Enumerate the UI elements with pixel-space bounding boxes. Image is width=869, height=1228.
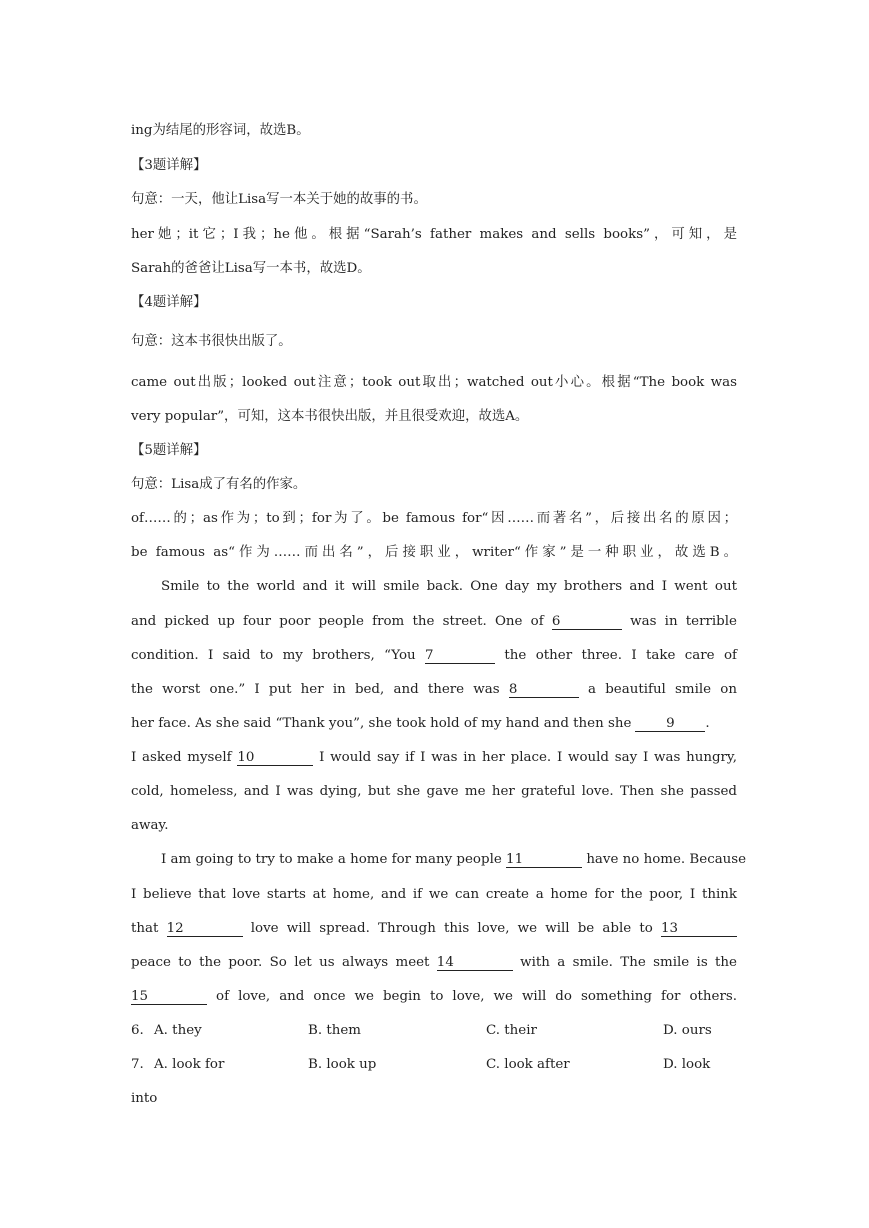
passage-text: of love, and once we begin to love, we will do something for others. bbox=[216, 989, 737, 1004]
passage-text: with a smile. The smile is the bbox=[520, 955, 737, 970]
passage-line bbox=[131, 954, 737, 972]
blank-8: 8 bbox=[509, 682, 579, 698]
q3-heading: 【3题详解】 bbox=[131, 158, 207, 173]
option-6d: D. ours bbox=[663, 1023, 712, 1038]
option-6a: A. they bbox=[154, 1023, 202, 1038]
passage-line: I believe that love starts at home, and if we can create a home for the poor, I think bbox=[131, 887, 737, 902]
q3-analysis-line: Sarah的爸爸让Lisa写一本书，故选D。 bbox=[131, 261, 371, 276]
q4-meaning: 句意：这本书很快出版了。 bbox=[131, 334, 292, 349]
passage-text: peace to the poor. So let us always meet bbox=[131, 955, 430, 970]
passage-text: a beautiful smile on bbox=[588, 682, 737, 697]
passage-line: away. bbox=[131, 818, 169, 833]
passage-text: her face. As she said “Thank you”, she took hold of my hand and then she bbox=[131, 716, 632, 731]
blank-6: 6 bbox=[552, 614, 622, 630]
passage-text: that bbox=[131, 921, 159, 936]
option-6c: C. their bbox=[486, 1023, 537, 1038]
passage-text: love will spread. Through this love, we will be able to bbox=[250, 921, 653, 936]
q4-analysis-line: came out出版；looked out注意；took out取出；watched out小心。根据“The book was bbox=[131, 375, 737, 390]
passage-line bbox=[131, 647, 737, 665]
q5-analysis-line: of……的；as作为；to到；for为了。be famous for“因……而著名”，后接出名的原因； bbox=[131, 511, 737, 526]
passage-line bbox=[131, 749, 737, 767]
passage-line bbox=[161, 851, 747, 869]
q5-analysis-line: be famous as“作为……而出名”，后接职业，writer“作家”是一种职业，故选B。 bbox=[131, 545, 737, 560]
question-6-number: 6. bbox=[131, 1023, 144, 1038]
explanation-line: ing为结尾的形容词，故选B。 bbox=[131, 123, 310, 138]
q3-analysis-line: her她；it它；I我；he他。根据“Sarah’s father makes and sells books”，可知，是 bbox=[131, 227, 737, 242]
passage-line bbox=[131, 988, 737, 1006]
option-7d-wrap: into bbox=[131, 1091, 158, 1106]
q4-analysis-line: very popular”，可知，这本书很快出版，并且很受欢迎，故选A。 bbox=[131, 409, 529, 424]
passage-text: condition. I said to my brothers, “You bbox=[131, 648, 416, 663]
passage-line bbox=[131, 613, 737, 631]
blank-15: 15 bbox=[131, 989, 207, 1005]
q3-meaning: 句意：一天，他让Lisa写一本关于她的故事的书。 bbox=[131, 192, 427, 207]
passage-text: I would say if I was in her place. I would say I was hungry, bbox=[319, 750, 737, 765]
passage-text: . bbox=[705, 716, 710, 731]
passage-line bbox=[131, 715, 737, 733]
blank-11: 11 bbox=[506, 852, 582, 868]
blank-12: 12 bbox=[167, 921, 243, 937]
passage-line: Smile to the world and it will smile back. One day my brothers and I went out bbox=[161, 579, 737, 594]
q4-heading: 【4题详解】 bbox=[131, 295, 207, 310]
passage-text: was in terrible bbox=[630, 614, 737, 629]
q5-meaning: 句意：Lisa成了有名的作家。 bbox=[131, 477, 307, 492]
passage-line bbox=[131, 920, 737, 938]
option-6b: B. them bbox=[308, 1023, 361, 1038]
option-7d: D. look bbox=[663, 1057, 711, 1072]
q5-heading: 【5题详解】 bbox=[131, 443, 207, 458]
passage-text: have no home. Because bbox=[586, 852, 747, 867]
blank-7: 7 bbox=[425, 648, 495, 664]
blank-14: 14 bbox=[437, 955, 513, 971]
option-7a: A. look for bbox=[154, 1057, 225, 1072]
passage-text: I asked myself bbox=[131, 750, 232, 765]
option-7b: B. look up bbox=[308, 1057, 377, 1072]
passage-text: and picked up four poor people from the street. One of bbox=[131, 614, 544, 629]
blank-13: 13 bbox=[661, 921, 737, 937]
passage-text: the worst one.” I put her in bed, and there was bbox=[131, 682, 500, 697]
passage-text: I am going to try to make a home for many people bbox=[161, 852, 502, 867]
question-7-number: 7. bbox=[131, 1057, 144, 1072]
passage-line bbox=[131, 681, 737, 699]
passage-text: the other three. I take care of bbox=[504, 648, 737, 663]
option-7c: C. look after bbox=[486, 1057, 570, 1072]
passage-line: cold, homeless, and I was dying, but she gave me her grateful love. Then she passed bbox=[131, 784, 737, 799]
blank-10: 10 bbox=[237, 750, 313, 766]
blank-9: 9 bbox=[635, 716, 705, 732]
